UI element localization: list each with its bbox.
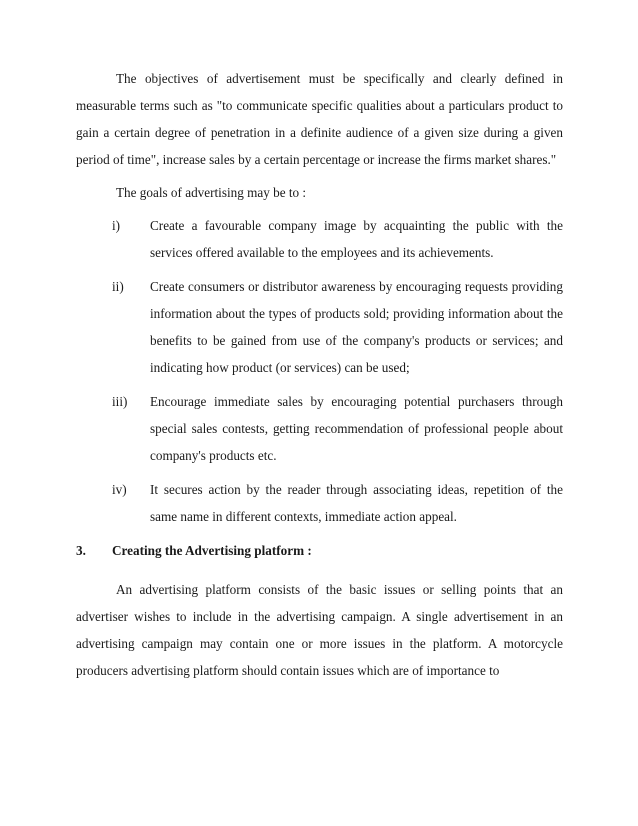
list-marker: ii) [112, 279, 124, 294]
list-item [76, 388, 563, 469]
list-marker: iv) [112, 482, 127, 497]
list-item-text: Encourage immediate sales by encouraging potential purchasers through special sales contests, getting recommendation of professional people about company's products etc. [150, 394, 563, 463]
section-number: 3. [76, 543, 86, 558]
list-marker: i) [112, 218, 121, 233]
list-item [76, 273, 563, 381]
list-item-text: Create a favourable company image by acquainting the public with the services offered available to the employees and its achievements. [150, 218, 563, 260]
section-heading [76, 537, 563, 564]
goals-list [76, 212, 563, 530]
section-paragraph: An advertising platform consists of the basic issues or selling points that an advertiser wishes to include in the advertising campaign. A single advertisement in an advertising campaign may contain one or more issues in the platform. A motorcycle producers advertising platform should contain issues which are of importance to [76, 582, 563, 678]
document-page [76, 65, 563, 684]
list-item [76, 476, 563, 530]
section-title: Creating the Advertising platform : [112, 543, 312, 558]
list-item [76, 212, 563, 266]
list-marker: iii) [112, 394, 128, 409]
intro-paragraph: The objectives of advertisement must be specifically and clearly defined in measurable terms such as "to communicate specific qualities about a particulars product to gain a certain degree of penetration in a definite audience of a given size during a given period of time", increase sales by a certain percentage or increase the firms market shares." [76, 71, 563, 167]
goals-intro: The goals of advertising may be to : [116, 185, 307, 200]
list-item-text: Create consumers or distributor awareness by encouraging requests providing information about the types of products sold; providing information about the benefits to be gained from use of the company's products or services; and indicating how product (or services) can be used; [150, 279, 563, 375]
list-item-text: It secures action by the reader through associating ideas, repetition of the same name in different contexts, immediate action appeal. [150, 482, 563, 524]
